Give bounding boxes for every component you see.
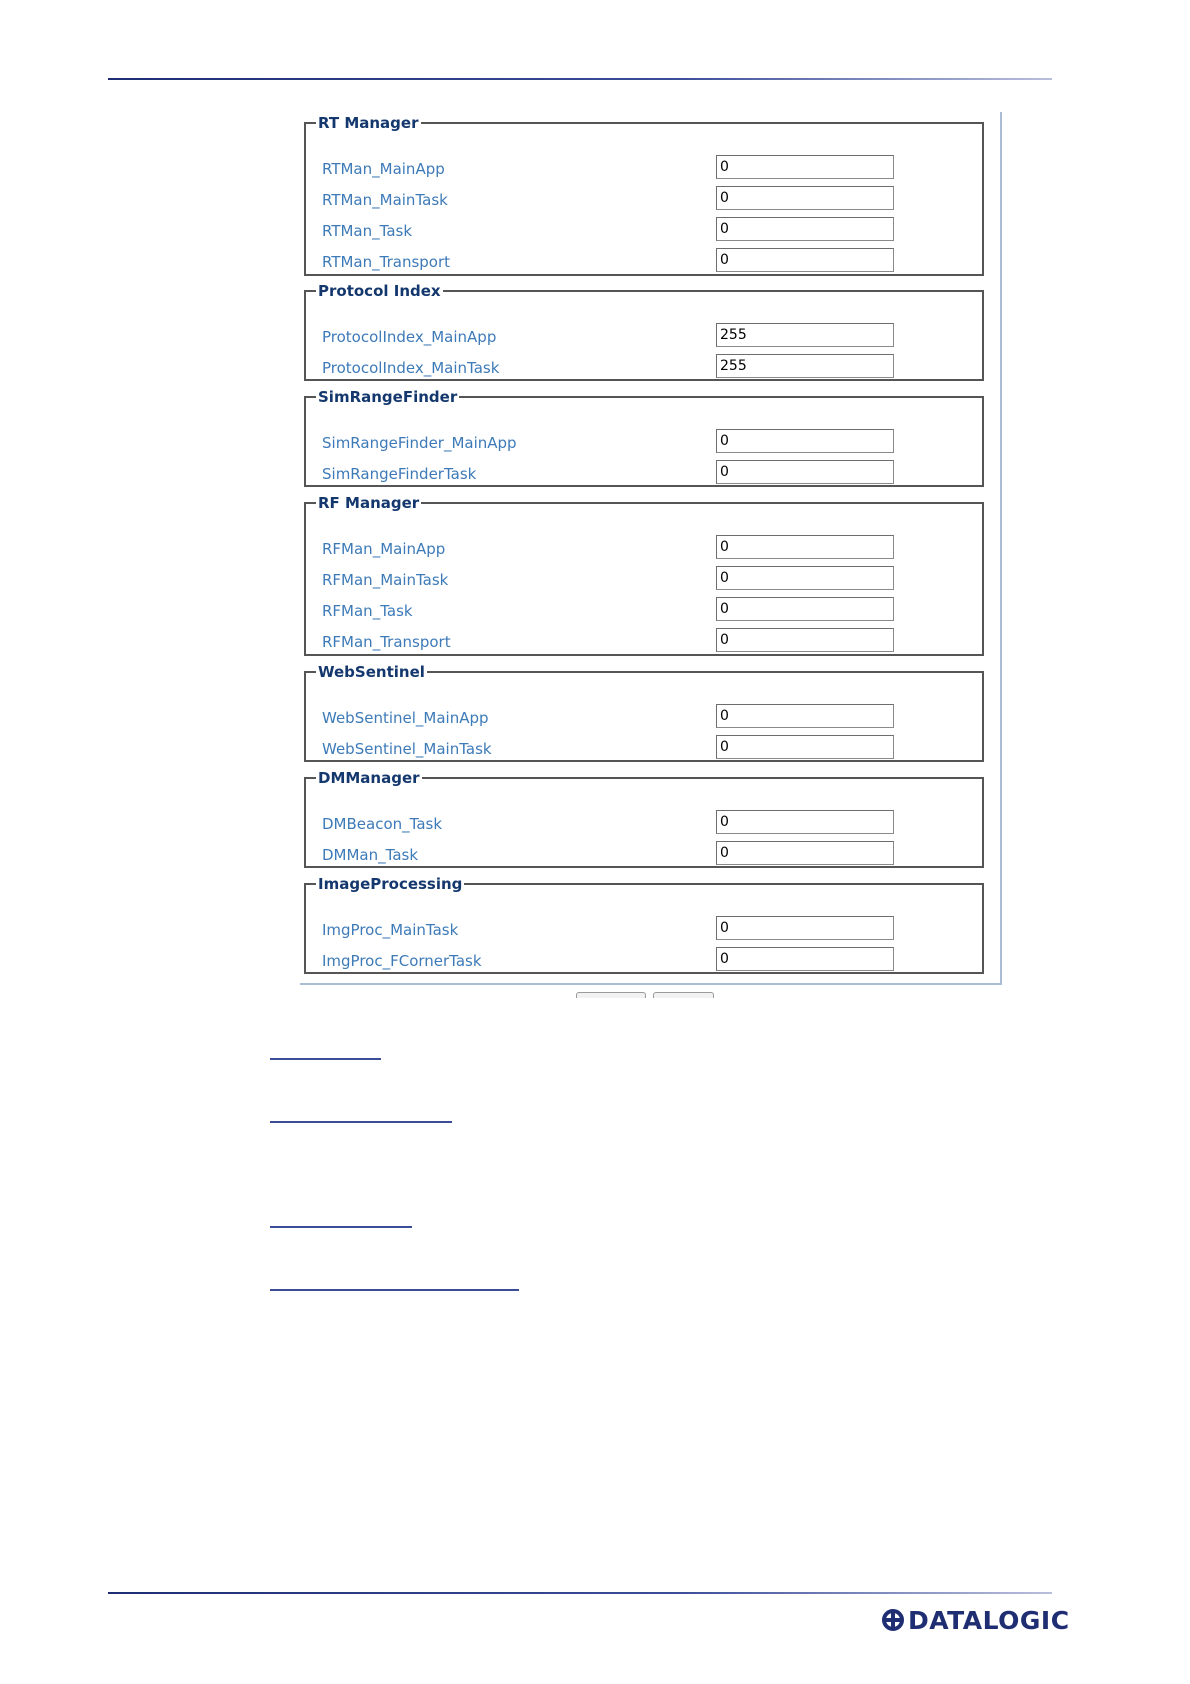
rfman-task-input[interactable] xyxy=(716,597,894,621)
field-label: RTMan_Task xyxy=(322,222,413,240)
simrangefinder-mainapp-input[interactable] xyxy=(716,429,894,453)
rtman-maintask-input[interactable] xyxy=(716,186,894,210)
dmbeacon-task-input[interactable] xyxy=(716,810,894,834)
link-underline[interactable] xyxy=(270,1121,452,1123)
field-row xyxy=(306,353,982,384)
group-imageprocessing xyxy=(304,876,984,974)
logo-text: DATALOGIC xyxy=(908,1605,1070,1635)
dmman-task-input[interactable] xyxy=(716,841,894,865)
field-label: WebSentinel_MainApp xyxy=(322,709,489,727)
field-row xyxy=(306,216,982,247)
field-row xyxy=(306,428,982,459)
field-row xyxy=(306,915,982,946)
group-title: RF Manager xyxy=(318,494,420,512)
field-row xyxy=(306,596,982,627)
rfman-mainapp-input[interactable] xyxy=(716,535,894,559)
field-row xyxy=(306,247,982,278)
field-row xyxy=(306,154,982,185)
group-title: SimRangeFinder xyxy=(318,388,458,406)
field-row xyxy=(306,627,982,658)
imgproc-maintask-input[interactable] xyxy=(716,916,894,940)
field-label: RFMan_Task xyxy=(322,602,413,620)
field-label: DMMan_Task xyxy=(322,846,419,864)
datalogic-logo xyxy=(882,1605,1070,1635)
rtman-task-input[interactable] xyxy=(716,217,894,241)
field-row xyxy=(306,946,982,977)
field-label: ProtocolIndex_MainApp xyxy=(322,328,497,346)
link-underline[interactable] xyxy=(270,1058,381,1060)
reset-button[interactable] xyxy=(653,992,714,998)
field-label: RTMan_Transport xyxy=(322,253,451,271)
field-label: ImgProc_MainTask xyxy=(322,921,459,939)
simrangefindertask-input[interactable] xyxy=(716,460,894,484)
datalogic-mark-icon xyxy=(882,1609,904,1631)
group-title: WebSentinel xyxy=(318,663,425,681)
protocolindex-maintask-input[interactable] xyxy=(716,354,894,378)
link-underline[interactable] xyxy=(270,1289,519,1291)
field-label: SimRangeFinderTask xyxy=(322,465,477,483)
field-row xyxy=(306,840,982,871)
group-websentinel xyxy=(304,664,984,762)
group-title: Protocol Index xyxy=(318,282,441,300)
field-label: DMBeacon_Task xyxy=(322,815,443,833)
field-label: RFMan_MainTask xyxy=(322,571,449,589)
field-label: ProtocolIndex_MainTask xyxy=(322,359,500,377)
field-row xyxy=(306,459,982,490)
field-row xyxy=(306,185,982,216)
group-protocol-index xyxy=(304,283,984,381)
footer-rule xyxy=(108,1592,1052,1594)
rfman-maintask-input[interactable] xyxy=(716,566,894,590)
imgproc-fcornertask-input[interactable] xyxy=(716,947,894,971)
field-row xyxy=(306,534,982,565)
protocolindex-mainapp-input[interactable] xyxy=(716,323,894,347)
group-rf-manager xyxy=(304,495,984,656)
field-row xyxy=(306,565,982,596)
group-title: RT Manager xyxy=(318,114,419,132)
group-rt-manager xyxy=(304,115,984,276)
websentinel-mainapp-input[interactable] xyxy=(716,704,894,728)
field-label: RTMan_MainTask xyxy=(322,191,448,209)
field-row xyxy=(306,734,982,765)
submit-button[interactable] xyxy=(576,992,646,998)
field-label: RFMan_MainApp xyxy=(322,540,446,558)
field-row xyxy=(306,703,982,734)
rfman-transport-input[interactable] xyxy=(716,628,894,652)
field-label: RFMan_Transport xyxy=(322,633,451,651)
field-row xyxy=(306,809,982,840)
rtman-mainapp-input[interactable] xyxy=(716,155,894,179)
field-row xyxy=(306,322,982,353)
field-label: RTMan_MainApp xyxy=(322,160,445,178)
rtman-transport-input[interactable] xyxy=(716,248,894,272)
field-label: ImgProc_FCornerTask xyxy=(322,952,482,970)
group-title: DMManager xyxy=(318,769,420,787)
group-title: ImageProcessing xyxy=(318,875,463,893)
header-rule xyxy=(108,78,1052,80)
field-label: WebSentinel_MainTask xyxy=(322,740,492,758)
websentinel-maintask-input[interactable] xyxy=(716,735,894,759)
link-underline[interactable] xyxy=(270,1226,412,1228)
group-simrangefinder xyxy=(304,389,984,487)
group-dmmanager xyxy=(304,770,984,868)
field-label: SimRangeFinder_MainApp xyxy=(322,434,517,452)
